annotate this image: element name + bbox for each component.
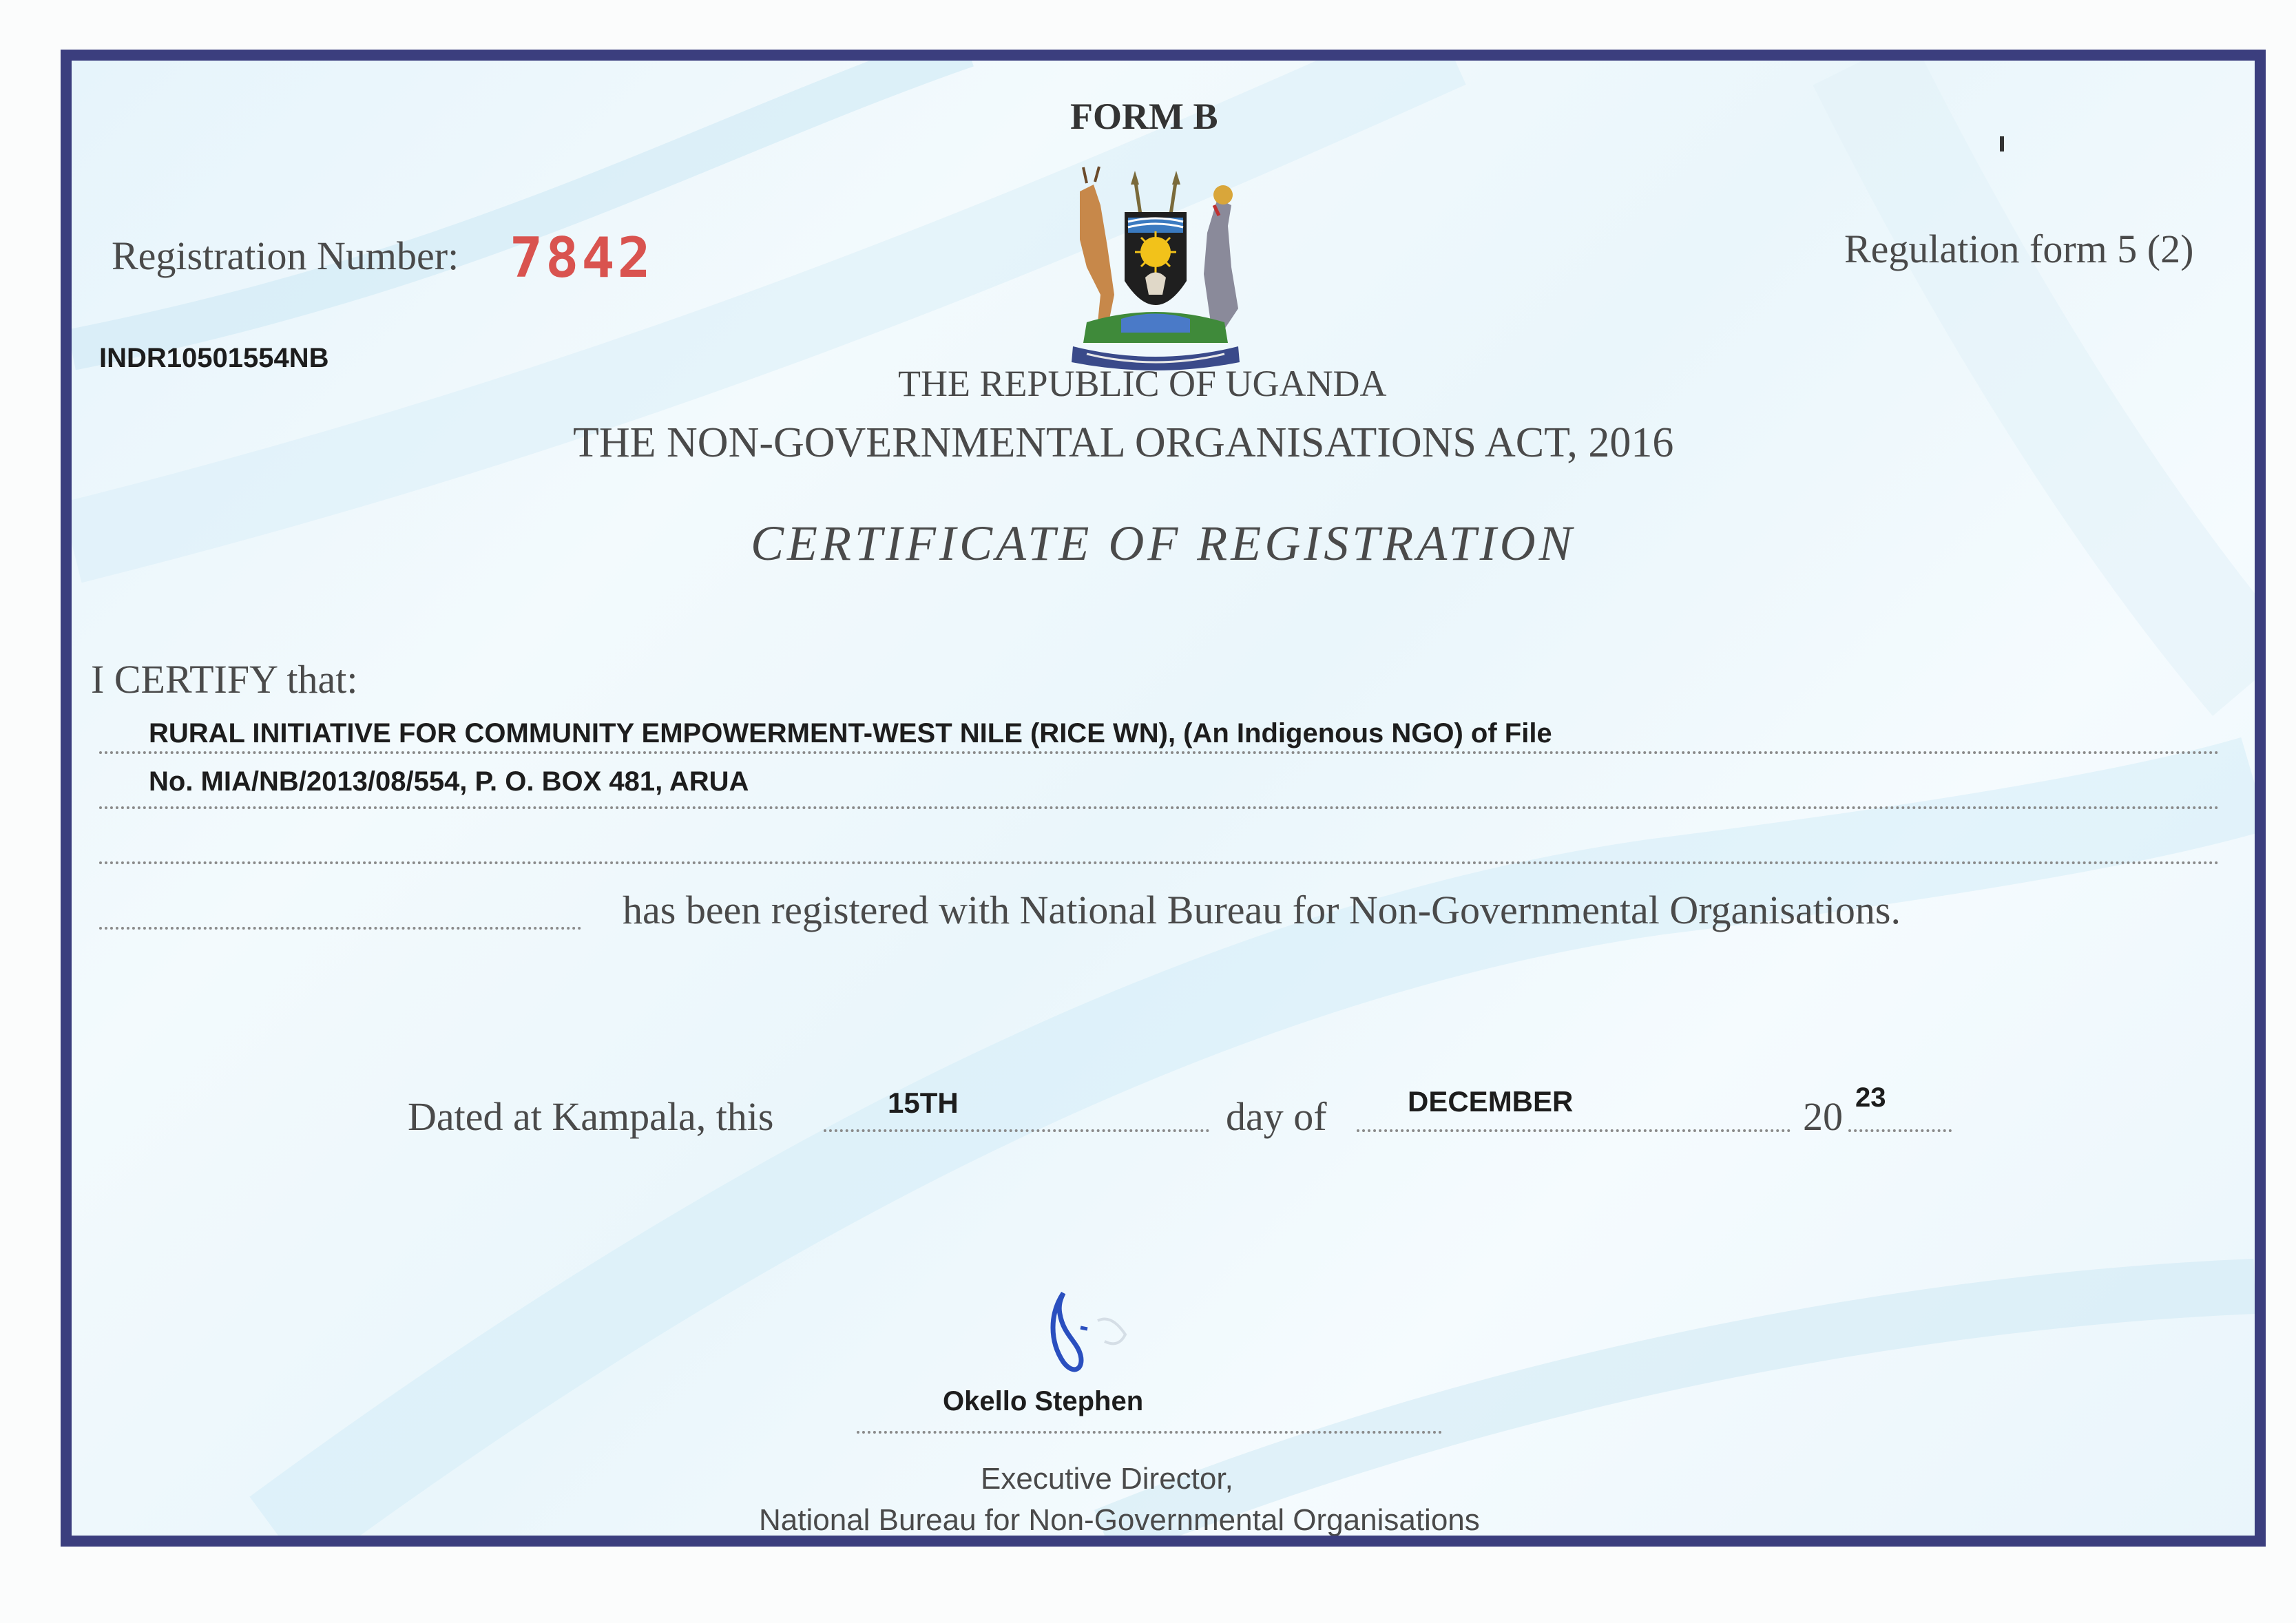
dotted-line <box>99 927 581 930</box>
signature-line <box>857 1431 1442 1434</box>
dotted-line <box>824 1129 1209 1132</box>
year-suffix: 23 <box>1855 1082 1886 1113</box>
registration-number-label: Registration Number: <box>112 233 459 278</box>
dotted-line <box>99 751 2220 754</box>
regulation-form: Regulation form 5 (2) <box>1844 227 2194 271</box>
act-heading: THE NON-GOVERNMENTAL ORGANISATIONS ACT, 2016 <box>573 419 1674 466</box>
registration-code: INDR10501554NB <box>99 343 329 373</box>
dotted-line <box>99 861 2220 864</box>
signatory-name: Okello Stephen <box>943 1386 1144 1416</box>
signature-icon <box>1022 1286 1139 1383</box>
month-value: DECEMBER <box>1408 1085 1574 1118</box>
certify-label: I CERTIFY that: <box>91 657 358 702</box>
dotted-line <box>1848 1129 1952 1132</box>
republic-heading: THE REPUBLIC OF UGANDA <box>898 363 1387 404</box>
certificate-title: CERTIFICATE OF REGISTRATION <box>751 516 1576 571</box>
year-prefix: 20 <box>1803 1094 1843 1139</box>
registration-number: 7842 <box>510 226 654 290</box>
dotted-line <box>1357 1129 1791 1132</box>
day-of-label: day of <box>1226 1094 1327 1139</box>
organisation-line-2: No. MIA/NB/2013/08/554, P. O. BOX 481, ARUA <box>149 766 749 797</box>
uganda-coat-of-arms-icon <box>1059 164 1252 370</box>
certificate-frame <box>61 50 2266 1547</box>
day-value: 15TH <box>888 1087 959 1119</box>
signatory-title: Executive Director, <box>981 1462 1233 1496</box>
dated-label: Dated at Kampala, this <box>408 1094 774 1139</box>
form-label: FORM B <box>1070 96 1218 137</box>
signatory-organisation: National Bureau for Non-Governmental Organisations <box>759 1503 1480 1537</box>
dotted-line <box>99 806 2220 809</box>
tick-mark <box>2000 136 2004 151</box>
registered-statement: has been registered with National Bureau for Non-Governmental Organisations. <box>623 888 1901 932</box>
organisation-line-1: RURAL INITIATIVE FOR COMMUNITY EMPOWERMENT-WEST NILE (RICE WN), (An Indigenous NGO) of File <box>149 718 1552 748</box>
